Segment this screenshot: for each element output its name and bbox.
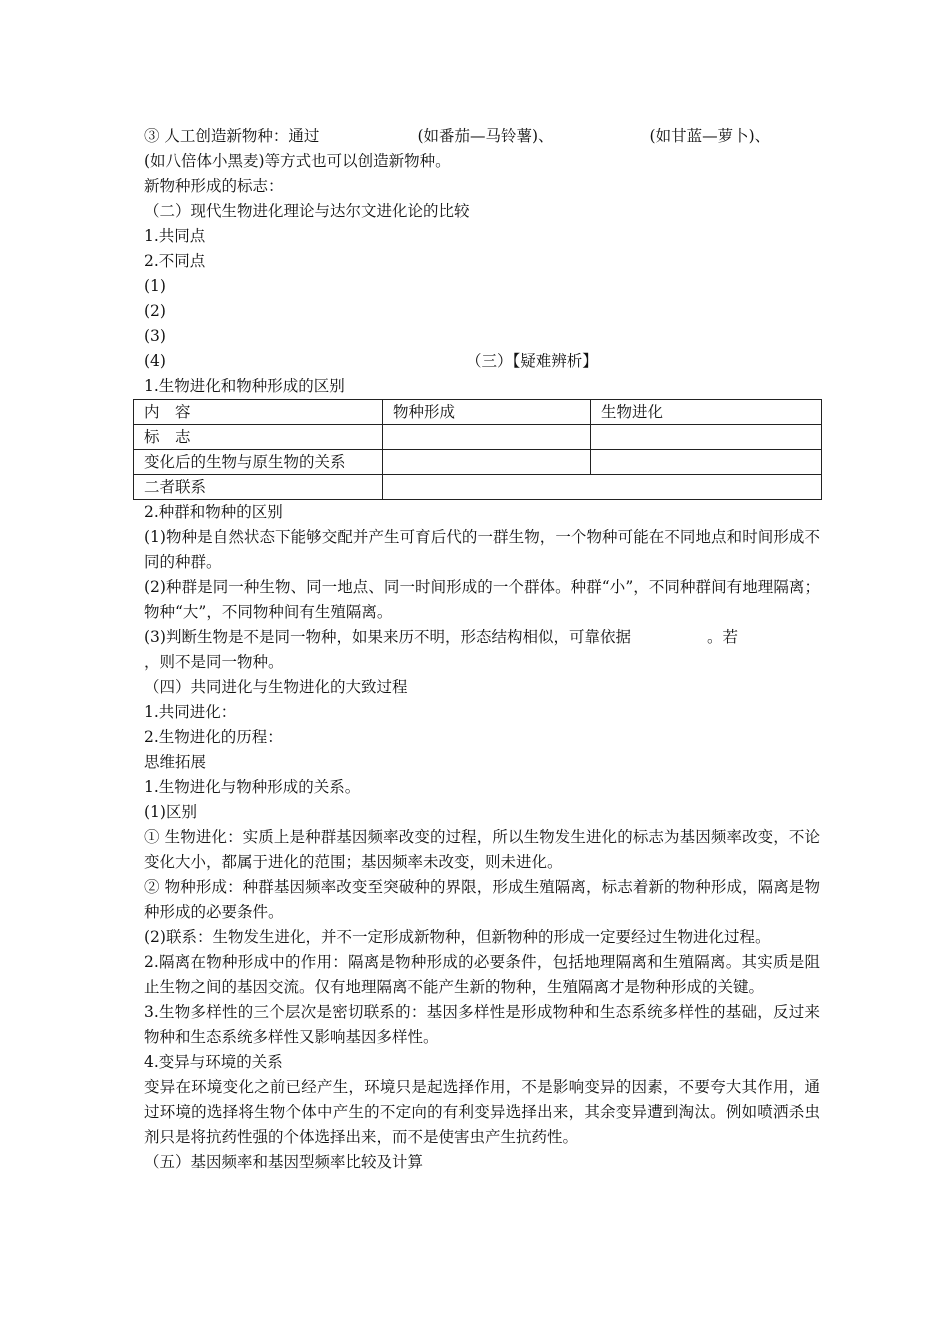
table-cell: 二者联系	[134, 475, 383, 500]
table-cell	[591, 425, 822, 450]
paragraph: 变异在环境变化之前已经产生，环境只是起选择作用，不是影响变异的因素，不要夸大其作用，通过环境的选择将生物个体中产生的不定向的有利变异选择出来，其余变异遭到淘汰。例如喷洒杀虫剂只是将抗药性强的个体选择出来，而不是使害虫产生抗药性。	[144, 1078, 820, 1146]
table-header-row	[134, 400, 822, 425]
table-header-cell: 生物进化	[591, 400, 822, 425]
text-line	[144, 625, 820, 650]
text-line: ，则不是同一物种。	[144, 653, 284, 671]
section-heading: （二）现代生物进化理论与达尔文进化论的比较	[144, 202, 470, 220]
text-line: (1)	[144, 277, 166, 295]
text-segment: 。若	[706, 628, 738, 646]
document-page	[144, 124, 820, 1175]
table-cell: 变化后的生物与原生物的关系	[134, 450, 383, 475]
text-line: 1.共同进化：	[144, 703, 237, 721]
section-heading: （四）共同进化与生物进化的大致过程	[144, 678, 408, 696]
table-cell	[383, 475, 822, 500]
text-line	[144, 349, 820, 374]
paragraph: ② 物种形成：种群基因频率改变至突破种的界限，形成生殖隔离，标志着新的物种形成，隔离是物种形成的必要条件。	[144, 878, 820, 921]
text-segment: ③ 人工创造新物种：通过	[144, 127, 320, 145]
text-line: 新物种形成的标志：	[144, 177, 284, 195]
text-line: (3)	[144, 327, 166, 345]
table-header-cell: 物种形成	[383, 400, 591, 425]
text-line: 1.生物进化与物种形成的关系。	[144, 778, 361, 796]
section-heading: （五）基因频率和基因型频率比较及计算	[144, 1153, 424, 1171]
text-line: (1)区别	[144, 803, 197, 821]
table-cell	[591, 450, 822, 475]
table-row	[134, 450, 822, 475]
table-cell: 标 志	[134, 425, 383, 450]
section-heading: （三）【疑难辨析】	[465, 352, 598, 370]
text-line: 1.共同点	[144, 227, 206, 245]
paragraph: ① 生物进化：实质上是种群基因频率改变的过程，所以生物发生进化的标志为基因频率改变，不论变化大小，都属于进化的范围；基因频率未改变，则未进化。	[144, 828, 820, 871]
comparison-table	[133, 399, 822, 500]
table-header-cell: 内 容	[134, 400, 383, 425]
table-row	[134, 475, 822, 500]
text-line: 2.生物进化的历程：	[144, 728, 283, 746]
text-line: (如八倍体小黑麦)等方式也可以创造新物种。	[144, 152, 451, 170]
text-line: 思维拓展	[144, 753, 207, 771]
paragraph: (1)物种是自然状态下能够交配并产生可育后代的一群生物，一个物种可能在不同地点和时间形成不同的种群。	[144, 528, 820, 571]
text-segment: (4)	[144, 352, 166, 370]
text-segment: (3)判断生物是不是同一物种，如果来历不明，形态结构相似，可靠依据	[144, 628, 631, 646]
paragraph: 2.隔离在物种形成中的作用：隔离是物种形成的必要条件，包括地理隔离和生殖隔离。其实质是阻止生物之间的基因交流。仅有地理隔离不能产生新的物种，生殖隔离才是物种形成的关键。	[144, 953, 820, 996]
table-cell	[383, 425, 591, 450]
text-line: 2.不同点	[144, 252, 206, 270]
text-segment: (如甘蓝—萝卜)、	[649, 127, 771, 145]
paragraph: 3.生物多样性的三个层次是密切联系的：基因多样性是形成物种和生态系统多样性的基础，反过来物种和生态系统多样性又影响基因多样性。	[144, 1003, 820, 1046]
text-line: 2.种群和物种的区别	[144, 503, 283, 521]
text-line: 4.变异与环境的关系	[144, 1053, 283, 1071]
text-line	[144, 124, 820, 149]
table-row	[134, 425, 822, 450]
table-cell	[383, 450, 591, 475]
text-line: 1.生物进化和物种形成的区别	[144, 377, 345, 395]
text-segment: (如番茄—马铃薯)、	[417, 127, 554, 145]
paragraph: (2)联系：生物发生进化，并不一定形成新物种，但新物种的形成一定要经过生物进化过程。	[144, 928, 771, 946]
paragraph: (2)种群是同一种生物、同一地点、同一时间形成的一个群体。种群“小”，不同种群间有地理隔离；物种“大”，不同物种间有生殖隔离。	[144, 578, 820, 621]
text-line: (2)	[144, 302, 166, 320]
